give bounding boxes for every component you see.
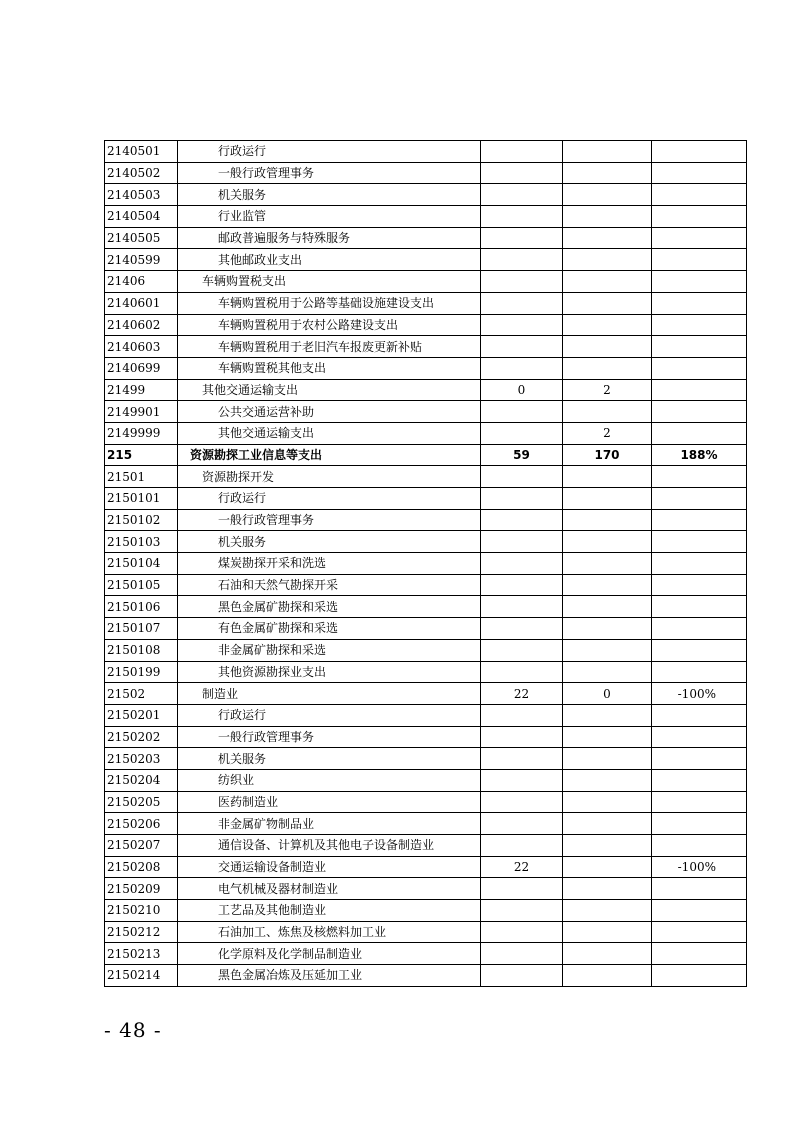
- cell-value-1: 22: [481, 683, 563, 705]
- cell-percent: [652, 466, 747, 488]
- table-row: [105, 227, 747, 249]
- cell-value-2: 170: [563, 444, 652, 466]
- cell-value-2: [563, 271, 652, 293]
- table-row: [105, 856, 747, 878]
- cell-percent: [652, 531, 747, 553]
- cell-value-2: [563, 748, 652, 770]
- cell-name: 机关服务: [178, 531, 481, 553]
- cell-value-2: [563, 791, 652, 813]
- table-row: [105, 748, 747, 770]
- cell-percent: [652, 488, 747, 510]
- cell-value-2: [563, 769, 652, 791]
- cell-value-2: [563, 488, 652, 510]
- cell-value-2: [563, 249, 652, 271]
- cell-percent: [652, 769, 747, 791]
- cell-code: 21406: [105, 271, 178, 293]
- table-row: [105, 271, 747, 293]
- cell-value-1: [481, 574, 563, 596]
- cell-name: 一般行政管理事务: [178, 509, 481, 531]
- cell-code: 2150105: [105, 574, 178, 596]
- table-row: [105, 292, 747, 314]
- cell-name: 石油和天然气勘探开采: [178, 574, 481, 596]
- cell-percent: [652, 921, 747, 943]
- cell-percent: [652, 336, 747, 358]
- table-row: [105, 900, 747, 922]
- cell-name: 车辆购置税用于老旧汽车报废更新补贴: [178, 336, 481, 358]
- cell-percent: [652, 314, 747, 336]
- cell-percent: [652, 184, 747, 206]
- table-row: [105, 574, 747, 596]
- table-row: [105, 553, 747, 575]
- cell-name: 资源勘探工业信息等支出: [178, 444, 481, 466]
- cell-name: 车辆购置税支出: [178, 271, 481, 293]
- cell-value-1: [481, 813, 563, 835]
- cell-name: 黑色金属矿勘探和采选: [178, 596, 481, 618]
- table-row: [105, 835, 747, 857]
- cell-value-2: [563, 813, 652, 835]
- cell-percent: -100%: [652, 683, 747, 705]
- cell-code: 21502: [105, 683, 178, 705]
- cell-code: 2150214: [105, 965, 178, 987]
- cell-name: 交通运输设备制造业: [178, 856, 481, 878]
- cell-name: 制造业: [178, 683, 481, 705]
- cell-code: 2150108: [105, 639, 178, 661]
- cell-name: 车辆购置税其他支出: [178, 357, 481, 379]
- cell-code: 2150102: [105, 509, 178, 531]
- table-row: [105, 357, 747, 379]
- cell-code: 2150212: [105, 921, 178, 943]
- cell-value-1: [481, 835, 563, 857]
- table-row: [105, 596, 747, 618]
- cell-percent: [652, 748, 747, 770]
- cell-name: 其他交通运输支出: [178, 422, 481, 444]
- cell-value-1: [481, 227, 563, 249]
- cell-value-1: [481, 921, 563, 943]
- cell-code: 2140505: [105, 227, 178, 249]
- expenditure-table: [104, 140, 747, 987]
- cell-percent: [652, 943, 747, 965]
- cell-value-1: [481, 639, 563, 661]
- cell-name: 工艺品及其他制造业: [178, 900, 481, 922]
- cell-code: 2150210: [105, 900, 178, 922]
- cell-percent: [652, 271, 747, 293]
- table-row: [105, 379, 747, 401]
- cell-name: 邮政普遍服务与特殊服务: [178, 227, 481, 249]
- table-row: [105, 618, 747, 640]
- cell-value-1: [481, 292, 563, 314]
- cell-value-1: [481, 466, 563, 488]
- cell-code: 2150201: [105, 704, 178, 726]
- table-row: [105, 943, 747, 965]
- cell-percent: [652, 422, 747, 444]
- table-row: [105, 965, 747, 987]
- cell-code: 2149901: [105, 401, 178, 423]
- table-row: [105, 791, 747, 813]
- cell-value-1: [481, 596, 563, 618]
- cell-name: 纺织业: [178, 769, 481, 791]
- table-row: [105, 314, 747, 336]
- cell-percent: [652, 249, 747, 271]
- table-row: [105, 336, 747, 358]
- table-row: [105, 162, 747, 184]
- cell-percent: [652, 553, 747, 575]
- page-number: - 48 -: [104, 1018, 162, 1042]
- table-row: [105, 422, 747, 444]
- cell-value-1: [481, 401, 563, 423]
- cell-name: 有色金属矿勘探和采选: [178, 618, 481, 640]
- cell-percent: [652, 509, 747, 531]
- cell-value-2: 2: [563, 422, 652, 444]
- cell-name: 行政运行: [178, 141, 481, 163]
- cell-value-2: [563, 661, 652, 683]
- cell-name: 公共交通运营补助: [178, 401, 481, 423]
- cell-value-2: [563, 553, 652, 575]
- cell-value-1: [481, 900, 563, 922]
- cell-value-2: [563, 531, 652, 553]
- cell-value-1: [481, 422, 563, 444]
- cell-code: 2150104: [105, 553, 178, 575]
- cell-value-2: [563, 943, 652, 965]
- cell-value-2: 0: [563, 683, 652, 705]
- cell-percent: 188%: [652, 444, 747, 466]
- cell-percent: [652, 162, 747, 184]
- cell-value-2: 2: [563, 379, 652, 401]
- cell-value-2: [563, 921, 652, 943]
- cell-value-1: [481, 704, 563, 726]
- cell-value-1: [481, 769, 563, 791]
- cell-value-1: [481, 162, 563, 184]
- cell-value-1: [481, 488, 563, 510]
- cell-percent: [652, 726, 747, 748]
- cell-code: 21501: [105, 466, 178, 488]
- table-row: [105, 488, 747, 510]
- cell-code: 2150101: [105, 488, 178, 510]
- cell-value-1: [481, 791, 563, 813]
- table-row: [105, 683, 747, 705]
- cell-value-2: [563, 227, 652, 249]
- cell-name: 其他资源勘探业支出: [178, 661, 481, 683]
- cell-value-2: [563, 206, 652, 228]
- cell-value-1: [481, 314, 563, 336]
- cell-value-2: [563, 574, 652, 596]
- cell-code: 2140601: [105, 292, 178, 314]
- table-row: [105, 726, 747, 748]
- cell-percent: [652, 704, 747, 726]
- cell-value-1: [481, 878, 563, 900]
- cell-percent: [652, 813, 747, 835]
- cell-percent: [652, 206, 747, 228]
- cell-name: 电气机械及器材制造业: [178, 878, 481, 900]
- cell-code: 2140501: [105, 141, 178, 163]
- table-row: [105, 249, 747, 271]
- cell-code: 2150206: [105, 813, 178, 835]
- table-row: [105, 509, 747, 531]
- cell-percent: [652, 639, 747, 661]
- cell-percent: [652, 835, 747, 857]
- cell-value-1: [481, 661, 563, 683]
- cell-value-1: [481, 357, 563, 379]
- cell-percent: [652, 791, 747, 813]
- cell-value-1: [481, 748, 563, 770]
- cell-value-1: [481, 184, 563, 206]
- cell-code: 2140504: [105, 206, 178, 228]
- cell-name: 医药制造业: [178, 791, 481, 813]
- table-row: [105, 661, 747, 683]
- cell-name: 行政运行: [178, 488, 481, 510]
- cell-name: 煤炭勘探开采和洗选: [178, 553, 481, 575]
- cell-name: 黑色金属冶炼及压延加工业: [178, 965, 481, 987]
- cell-value-1: [481, 141, 563, 163]
- cell-code: 2150208: [105, 856, 178, 878]
- cell-value-1: [481, 531, 563, 553]
- cell-percent: [652, 574, 747, 596]
- cell-name: 化学原料及化学制品制造业: [178, 943, 481, 965]
- table-row: [105, 401, 747, 423]
- cell-code: 2150202: [105, 726, 178, 748]
- cell-code: 2150199: [105, 661, 178, 683]
- cell-value-2: [563, 726, 652, 748]
- cell-name: 通信设备、计算机及其他电子设备制造业: [178, 835, 481, 857]
- cell-name: 其他交通运输支出: [178, 379, 481, 401]
- cell-code: 2150103: [105, 531, 178, 553]
- cell-value-1: [481, 271, 563, 293]
- cell-percent: [652, 379, 747, 401]
- table-row: [105, 466, 747, 488]
- cell-percent: [652, 900, 747, 922]
- cell-code: 2140603: [105, 336, 178, 358]
- table-row: [105, 878, 747, 900]
- cell-value-2: [563, 596, 652, 618]
- cell-code: 215: [105, 444, 178, 466]
- cell-value-2: [563, 292, 652, 314]
- cell-code: 2150207: [105, 835, 178, 857]
- cell-value-2: [563, 141, 652, 163]
- table-row: [105, 531, 747, 553]
- cell-value-2: [563, 618, 652, 640]
- cell-name: 车辆购置税用于农村公路建设支出: [178, 314, 481, 336]
- cell-percent: -100%: [652, 856, 747, 878]
- cell-code: 2140503: [105, 184, 178, 206]
- cell-code: 2149999: [105, 422, 178, 444]
- cell-name: 资源勘探开发: [178, 466, 481, 488]
- cell-code: 2150107: [105, 618, 178, 640]
- cell-value-1: [481, 509, 563, 531]
- cell-code: 2140502: [105, 162, 178, 184]
- cell-code: 2140602: [105, 314, 178, 336]
- cell-value-2: [563, 184, 652, 206]
- cell-value-1: [481, 726, 563, 748]
- cell-percent: [652, 227, 747, 249]
- cell-percent: [652, 618, 747, 640]
- cell-percent: [652, 965, 747, 987]
- table-row: [105, 921, 747, 943]
- table-row: [105, 206, 747, 228]
- cell-name: 行政运行: [178, 704, 481, 726]
- cell-name: 机关服务: [178, 748, 481, 770]
- cell-name: 一般行政管理事务: [178, 726, 481, 748]
- table-row: [105, 813, 747, 835]
- cell-code: 2150106: [105, 596, 178, 618]
- cell-value-2: [563, 357, 652, 379]
- cell-value-1: 22: [481, 856, 563, 878]
- table-row: [105, 769, 747, 791]
- cell-value-1: 0: [481, 379, 563, 401]
- cell-percent: [652, 596, 747, 618]
- cell-value-2: [563, 900, 652, 922]
- cell-percent: [652, 292, 747, 314]
- cell-value-2: [563, 401, 652, 423]
- cell-value-1: [481, 553, 563, 575]
- cell-percent: [652, 357, 747, 379]
- cell-value-2: [563, 162, 652, 184]
- cell-value-2: [563, 509, 652, 531]
- cell-code: 2150203: [105, 748, 178, 770]
- cell-name: 石油加工、炼焦及核燃料加工业: [178, 921, 481, 943]
- cell-value-1: 59: [481, 444, 563, 466]
- cell-name: 行业监管: [178, 206, 481, 228]
- cell-code: 2150209: [105, 878, 178, 900]
- cell-value-2: [563, 856, 652, 878]
- cell-code: 2150204: [105, 769, 178, 791]
- cell-value-1: [481, 618, 563, 640]
- table-row: [105, 184, 747, 206]
- cell-value-2: [563, 965, 652, 987]
- cell-code: 2140699: [105, 357, 178, 379]
- cell-name: 一般行政管理事务: [178, 162, 481, 184]
- cell-name: 机关服务: [178, 184, 481, 206]
- cell-value-2: [563, 704, 652, 726]
- cell-percent: [652, 878, 747, 900]
- table-row: [105, 704, 747, 726]
- cell-value-1: [481, 943, 563, 965]
- cell-name: 其他邮政业支出: [178, 249, 481, 271]
- cell-value-1: [481, 965, 563, 987]
- cell-value-1: [481, 336, 563, 358]
- cell-value-2: [563, 314, 652, 336]
- cell-value-1: [481, 249, 563, 271]
- cell-value-2: [563, 835, 652, 857]
- table-row: [105, 444, 747, 466]
- table-row: [105, 639, 747, 661]
- cell-value-2: [563, 336, 652, 358]
- cell-code: 2150213: [105, 943, 178, 965]
- cell-percent: [652, 661, 747, 683]
- cell-name: 非金属矿勘探和采选: [178, 639, 481, 661]
- cell-value-2: [563, 466, 652, 488]
- cell-value-1: [481, 206, 563, 228]
- cell-value-2: [563, 639, 652, 661]
- table-body: [105, 141, 747, 987]
- cell-percent: [652, 141, 747, 163]
- cell-code: 2150205: [105, 791, 178, 813]
- cell-name: 车辆购置税用于公路等基础设施建设支出: [178, 292, 481, 314]
- cell-percent: [652, 401, 747, 423]
- table-row: [105, 141, 747, 163]
- cell-code: 2140599: [105, 249, 178, 271]
- cell-code: 21499: [105, 379, 178, 401]
- cell-value-2: [563, 878, 652, 900]
- cell-name: 非金属矿物制品业: [178, 813, 481, 835]
